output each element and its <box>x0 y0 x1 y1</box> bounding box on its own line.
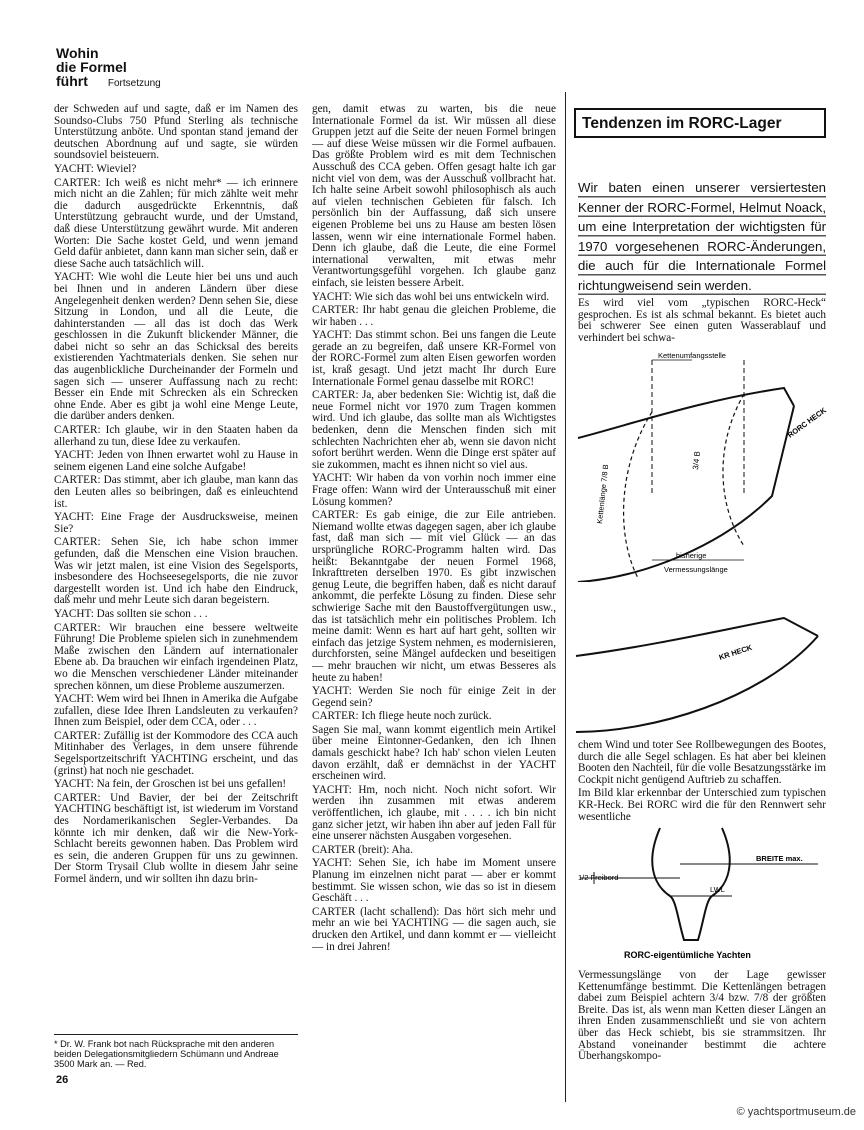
sheer-line <box>578 388 794 438</box>
page-number: 26 <box>56 1074 69 1086</box>
paragraph: CARTER: Ich glaube, wir in den Staaten haben da allerhand zu tun, diese Idee zu verkaufen. <box>54 424 298 448</box>
label-rorc-stern: RORC HECK <box>785 405 828 440</box>
paragraph: YACHT: Wir haben da von vorhin noch immer eine Frage offen: Wann wird der Unterausschuß mit einer Lösung kommen? <box>312 472 556 508</box>
paragraph: YACHT: Sehen Sie, ich habe im Moment unsere Planung im einzelnen nicht parat — aber er kommt bestimmt. Sie wissen schon, wie das so ist in diesem Geschäft . . . <box>312 857 556 905</box>
paragraph: Es wird viel vom „typischen RORC-Heck“ gesprochen. Es ist als schmal bekannt. Es bietet auch bei schwerer See einen guten Wasserablauf und verhindert bei schwa- <box>578 297 826 344</box>
sidebar-paragraph-1 <box>578 298 826 346</box>
paragraph: YACHT: Hm, noch nicht. Noch nicht sofort. Wir werden ihn zusammen mit etwas anderem veröffentlichen, ich glaube, mit . . . . ich bin nicht ganz sicher jetzt, wir haben ihn aber auf jeden Fall für eine unserer nächsten Ausgaben vorgesehen. <box>312 783 556 843</box>
paragraph: Sagen Sie mal, wann kommt eigentlich mein Artikel über meine Eintonner-Gedanken, den ich Ihnen damals geschickt habe? Ich hab' schon vielen Leuten davon erzählt, daß er demnächst in der YACHT erscheinen wird. <box>312 723 556 783</box>
label-chain-station: Kettenumfangsstelle <box>658 351 726 360</box>
paragraph: YACHT: Na fein, der Groschen ist bei uns gefallen! <box>54 778 287 791</box>
paragraph: Im Bild klar erkennbar der Unterschied zum typischen KR-Heck. Bei RORC wird die für den Rennwert sehr wesentliche <box>578 787 826 823</box>
article-header <box>56 46 161 91</box>
paragraph: CARTER (breit): Aha. <box>312 843 413 856</box>
paragraph: YACHT: Wieviel? <box>54 162 137 175</box>
hull-section-outline <box>652 828 729 940</box>
paragraph: CARTER: Und Bavier, der bei der Zeitschrift YACHTING beschäftigt ist, ist wiederum im Vorstand des Nordamerikanischen Segler-Verbandes. Da könnte ich mir denken, daß wir die New-York-Schlacht bereits gewonnen haben. Das Problem wird es sein, die anderen Gruppen für uns zu gewinnen. Der Storm Trysail Club wollte in diesem Jahr seine Formel ändern, und wir sollten ihn dazu brin- <box>54 791 298 885</box>
paragraph: YACHT: Wem wird bei Ihnen in Amerika die Aufgabe zufallen, diese Idee Ihren Landsleuten zu verkaufen? Ihnen zum Beispiel, oder dem CCA, oder . . . <box>54 693 298 729</box>
paragraph: CARTER: Es gab einige, die zur Eile antrieben. Niemand wollte etwas dagegen sagen, aber ich glaube fast, daß man sich — mit viel Glück — an das ursprüngliche RORC-Programm halten wird. Das heißt: Bekanntgabe der neuen Formel 1968, Inkrafttreten derselben 1970. Es gibt inzwischen genug Leute, die begriffen haben, daß es nicht darauf ankommt, die perfekte Lösung zu finden. Diese sehr schwierige Sache mit den Baustoffvergütungen usw., das ist tatsächlich mehr ein politisches Problem. Ich meine damit: Wenn es hart auf hart geht, sollten wir einfach das jetzige System nehmen, es modernisieren, durchforsten, seine Mängel aufdecken und beseitigen — mehr brauchen wir nicht, um etwas Besseres als heute zu haben! <box>312 509 556 684</box>
label-breadth: BREITE max. <box>756 854 803 863</box>
label-measure-length: Vermessungslänge <box>664 565 728 574</box>
figure-caption: RORC-eigentümliche Yachten <box>624 950 751 960</box>
watermark: © yachtsportmuseum.de <box>736 1106 856 1118</box>
continued-label: Fortsetzung <box>107 78 161 89</box>
paragraph: der Schweden auf und sagte, daß er im Namen des Soundso-Clubs 750 Pfund Sterling als technische Unterstützung anböte. Und spontan stand jemand der deutschen Abordnung auf und sagte, sie würden soundsoviel beisteuern. <box>54 103 298 162</box>
paragraph: Vermessungslänge von der Lage gewisser Kettenumfänge bestimmt. Die Kettenlängen betragen dabei zum Beispiel achtern 3/4 bzw. 7/8 der größten Breite. Das ist, als wenn man Ketten dieser Längen an ihren Enden zusammenschließt und sie von achtern über das Heck schiebt, bis sie strammsitzen. Ihr Abstand voneinander bestimmt die achtere Überhangskompo- <box>578 969 826 1063</box>
paragraph: CARTER: Ich fliege heute noch zurück. <box>312 710 492 723</box>
column-2 <box>312 104 556 955</box>
column-1 <box>54 104 298 888</box>
paragraph: YACHT: Wie wohl die Leute hier bei uns und auch bei Ihnen und in anderen Ländern über diese Angelegenheit denken werden? Denn sehen Sie, diese Sitzung in London, und all die Leute, die dahinterstanden — all das ist doch das Werk geschlossen in die Zukunft blickender Männer, die dabei nicht so sehr an das Schicksal des bereits existierenden Yachtmaterials denken. Sie sehen nur das augenblickliche Durcheinander der Formeln und sagen sich — unserer Auffassung nach zu recht: Besser ein Ende mit Schrecken als ein Schrecken ohne Ende. Aber es gibt ja wohl eine Menge Leute, die darüber anders denken. <box>54 271 298 423</box>
label-lwl: LWL <box>710 885 725 894</box>
header-line-1: Wohin <box>56 45 99 61</box>
paragraph: YACHT: Wie sich das wohl bei uns entwickeln wird. <box>312 290 550 303</box>
paragraph: YACHT: Eine Frage der Ausdrucksweise, meinen Sie? <box>54 511 298 535</box>
stern-diagram-rorc <box>572 346 830 582</box>
paragraph: CARTER: Ja, aber bedenken Sie: Wichtig ist, daß die neue Formel nicht vor 1970 zum Tragen kommen wird. Und ich glaube, das sollte man als Wichtigstes bedenken, denn die Menschen finden sich mit schlechten Nachrichten eher ab, wenn sie davon nicht sofort berührt werden. Wenn die Dinge erst später auf sie zukommen, macht es ihnen nicht so viel aus. <box>312 389 556 471</box>
paragraph: gen, damit etwas zu warten, bis die neue Internationale Formel da ist. Wir müssen all diese Gruppen jetzt auf die Seite der neuen Formel bringen — auf diese Weise müssen wir die Formel aufbauen. Das größte Problem wird es mit dem Technischen Ausschuß des CCA geben. Offen gesagt halte ich gar nicht viel von dem, was der Ausschuß vollbracht hat. Ich halte seine Arbeit sowohl philosophisch als auch auf vielen technischen Gebieten für falsch. Ich persönlich bin der Auffassung, daß sich unsere eigenen Probleme bei uns zu Hause am besten lösen lassen, wenn wir eine internationale Formel haben. Denn ich glaube, daß die Leute, die eine Formel international verwalten, mit etwas mehr Verantwortungsgefühl vorgehen. Ich glaube ganz einfach, sie leisten bessere Arbeit. <box>312 103 556 289</box>
sidebar-title: Tendenzen im RORC-Lager <box>574 108 826 138</box>
label-kr-stern: KR HECK <box>717 642 754 662</box>
column-divider <box>565 92 566 1102</box>
label-previous: bisherige <box>676 551 707 560</box>
sidebar-paragraph-3 <box>578 970 826 1065</box>
paragraph: CARTER: Ich weiß es nicht mehr* — ich erinnere mich nicht an die Zahlen; für mich zählte weit mehr die dadurch ausgedrückte Erkenntnis, daß Unterstützung gebraucht wurde, und der Umstand, daß diese Unterstützung gewährt wurde. Mit anderen Worten: Die Sache kostet Geld, und wenn jemand Geld dafür anbietet, dann kann man sicher sein, daß er diese Sache auch tatsächlich will. <box>54 176 298 270</box>
paragraph: CARTER (lacht schallend): Das hört sich mehr und mehr an wie bei YACHTING — die sagen auch, sie drucken den Artikel, und dann kommt er — vielleicht — in drei Jahren! <box>312 905 556 953</box>
footnote: * Dr. W. Frank bot nach Rücksprache mit den anderen beiden Delegationsmitgliedern Schümann und Andreae 3500 Mark an. — Red. <box>54 1034 298 1069</box>
paragraph: chem Wind und toter See Rollbewegungen des Bootes, durch die alle Segel schlagen. Es hat aber bei kleinen Booten den Nachteil, für die volle Besatzungsstärke im Cockpit nicht genügend Auftrieb zu schaffen. <box>578 739 826 786</box>
paragraph: CARTER: Das stimmt, aber ich glaube, man kann das den Leuten alles so beibringen, daß es einleuchtend ist. <box>54 474 298 510</box>
header-line-2: die Formel <box>56 59 127 75</box>
paragraph: YACHT: Werden Sie noch für einige Zeit in der Gegend sein? <box>312 685 556 709</box>
paragraph: YACHT: Das sollten sie schon . . . <box>54 607 208 620</box>
label-chain-length: Kettenlänge 7/8 B <box>595 463 611 525</box>
kr-sheer-line <box>576 618 818 656</box>
paragraph: CARTER: Zufällig ist der Kommodore des CCA auch Mitinhaber des Verlages, in dem unsere führende Segelsportzeitschrift YACHTING erscheint, und das (grinst) hat noch nie geschadet. <box>54 729 298 777</box>
sidebar-intro: Wir baten einen unserer versiertesten Kenner der RORC-Formel, Helmut Noack, um eine Interpretation der wichtigsten für 1970 vorgesehenen RORC-Änderungen, die auch für die Internationale Formel richtungweisend sein werden. <box>578 178 826 295</box>
header-line-3-text: führt <box>56 73 88 89</box>
label-freeboard: 1/2 Freibord <box>578 873 619 882</box>
sidebar-paragraph-2 <box>578 740 826 825</box>
paragraph: YACHT: Das stimmt schon. Bei uns fangen die Leute gerade an zu begreifen, daß unsere KR-Formel von der RORC-Formel zum alten Eisen geworfen worden ist, kraß gesagt. Und jetzt macht Ihr durch Eure Internationale Formel genau dasselbe mit RORC! <box>312 329 556 388</box>
stern-diagram-kr <box>572 610 830 736</box>
paragraph: CARTER: Wir brauchen eine bessere weltweite Führung! Die Probleme spielen sich in zunehmendem Maße zwischen den Ländern auf internationaler Ebene ab. Da brauchen wir einfach irgendeinen Platz, wo die Menschen verschiedener Länder miteinander sprechen können, um diese Probleme auszumerzen. <box>54 621 298 692</box>
paragraph: CARTER: Sehen Sie, ich habe schon immer gefunden, daß die Menschen eine Vision brauchen. Was wir jetzt malen, ist eine Vision des Segelsports, insbesondere des Hochseesegelsports, die nie zuvor dargestellt worden ist. Und ich habe den Eindruck, daß mehr und mehr Leute sich daran begeistern. <box>54 536 298 607</box>
hull-section-diagram <box>572 820 830 962</box>
paragraph: YACHT: Jeden von Ihnen erwartet wohl zu Hause in seinem eigenen Land eine solche Aufgabe! <box>54 449 298 473</box>
chain-girth-7-8 <box>624 412 652 578</box>
label-three-quarter: 3/4 B <box>691 450 702 471</box>
header-line-3 <box>56 74 161 91</box>
paragraph: CARTER: Ihr habt genau die gleichen Probleme, die wir haben . . . <box>312 304 556 328</box>
